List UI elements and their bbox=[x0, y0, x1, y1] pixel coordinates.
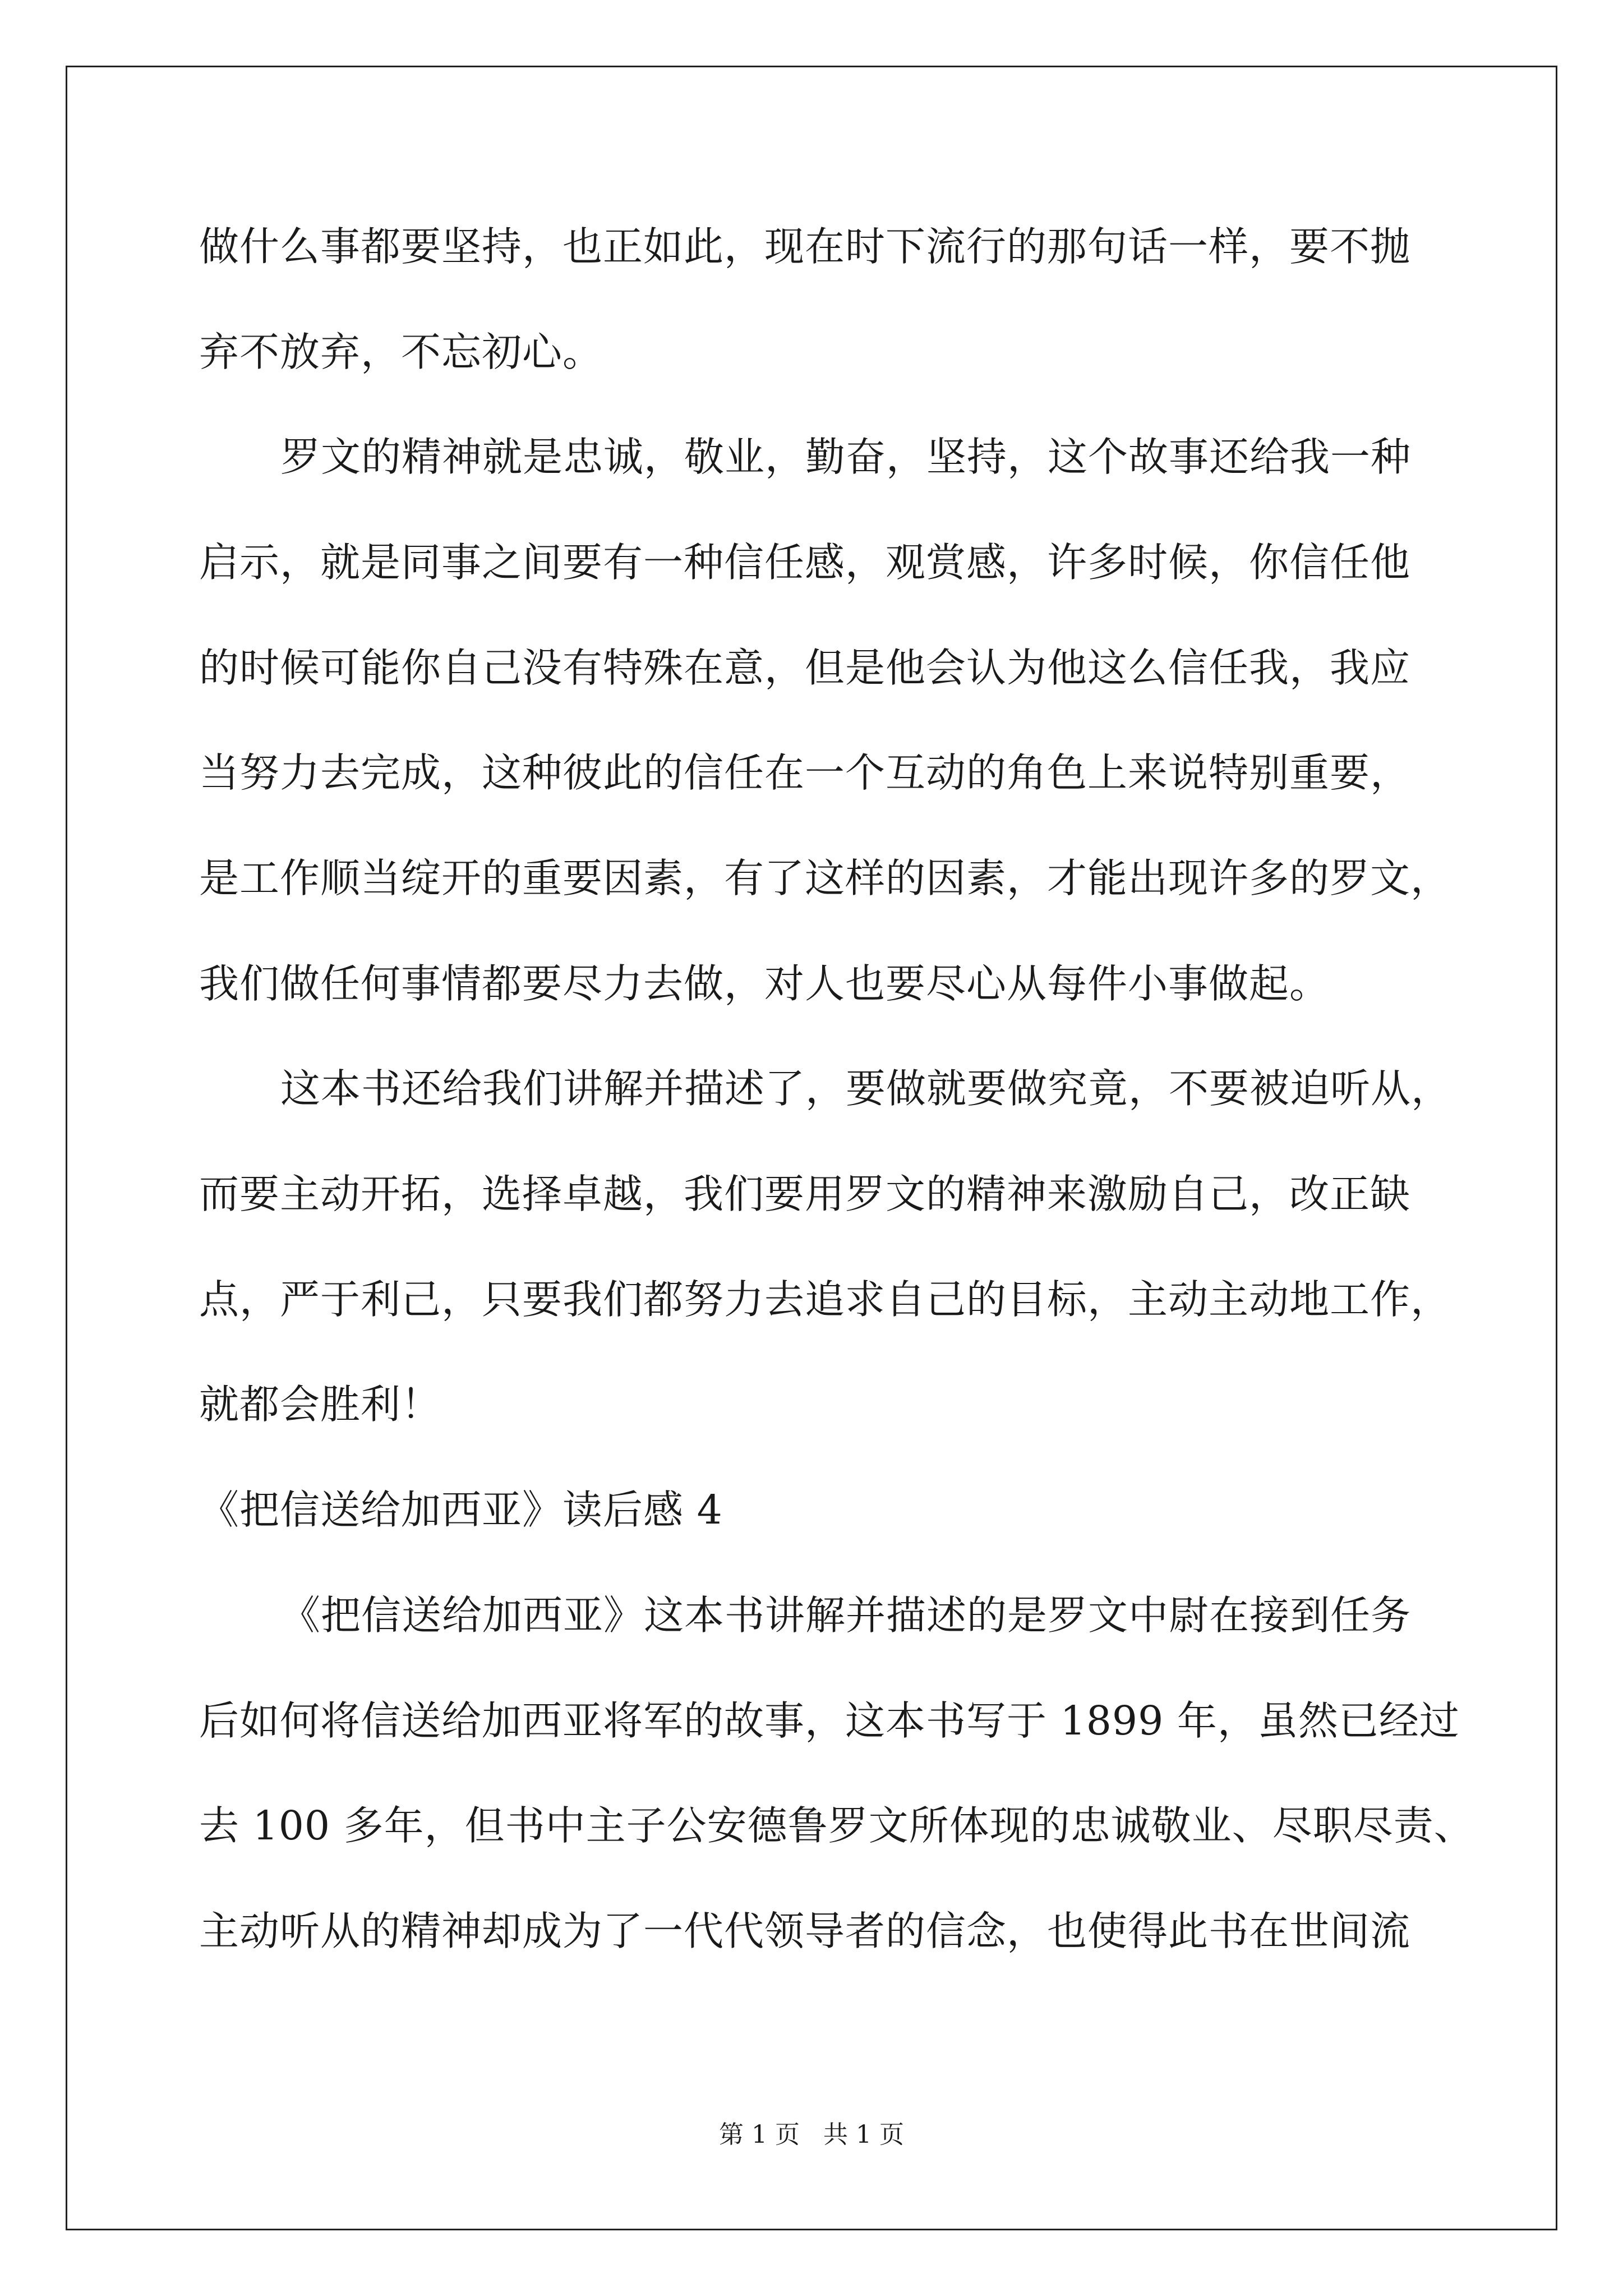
paragraph-first-line: 这本书还给我们讲解并描述了，要做就要做究竟，不要被迫听从， bbox=[280, 1065, 1452, 1112]
body-line: 当努力去完成，这种彼此的信任在一个互动的角色上来说特别重要， bbox=[199, 749, 1411, 796]
body-line: 就都会胜利！ bbox=[199, 1381, 442, 1428]
body-line: 做什么事都要坚持，也正如此，现在时下流行的那句话一样，要不抛 bbox=[199, 223, 1411, 270]
body-line: 我们做任何事情都要尽力去做，对人也要尽心从每件小事做起。 bbox=[199, 960, 1330, 1007]
body-line: 的时候可能你自己没有特殊在意，但是他会认为他这么信任我，我应 bbox=[199, 645, 1411, 691]
paragraph-first-line: 《把信送给加西亚》这本书讲解并描述的是罗文中尉在接到任务 bbox=[280, 1592, 1412, 1639]
section-heading: 《把信送给加西亚》读后感 4 bbox=[199, 1487, 723, 1533]
page-number-footer: 第 1 页 共 1 页 bbox=[719, 2120, 904, 2149]
body-line: 后如何将信送给加西亚将军的故事，这本书写于 1899 年，虽然已经过 bbox=[199, 1697, 1460, 1744]
body-line: 主动听从的精神却成为了一代代领导者的信念，也使得此书在世间流 bbox=[199, 1908, 1411, 1954]
body-line: 弃不放弃，不忘初心。 bbox=[199, 329, 603, 375]
body-line: 去 100 多年，但书中主子公安德鲁罗文所体现的忠诚敬业、尽职尽责、 bbox=[199, 1802, 1474, 1849]
body-line: 点，严于利己，只要我们都努力去追求自己的目标，主动主动地工作， bbox=[199, 1276, 1451, 1323]
paragraph-first-line: 罗文的精神就是忠诚，敬业，勤奋，坚持，这个故事还给我一种 bbox=[280, 434, 1412, 480]
body-line: 是工作顺当绽开的重要因素，有了这样的因素，才能出现许多的罗文， bbox=[199, 855, 1451, 901]
body-line: 而要主动开拓，选择卓越，我们要用罗文的精神来激励自己，改正缺 bbox=[199, 1171, 1411, 1217]
body-line: 启示，就是同事之间要有一种信任感，观赏感，许多时候，你信任他 bbox=[199, 539, 1411, 586]
